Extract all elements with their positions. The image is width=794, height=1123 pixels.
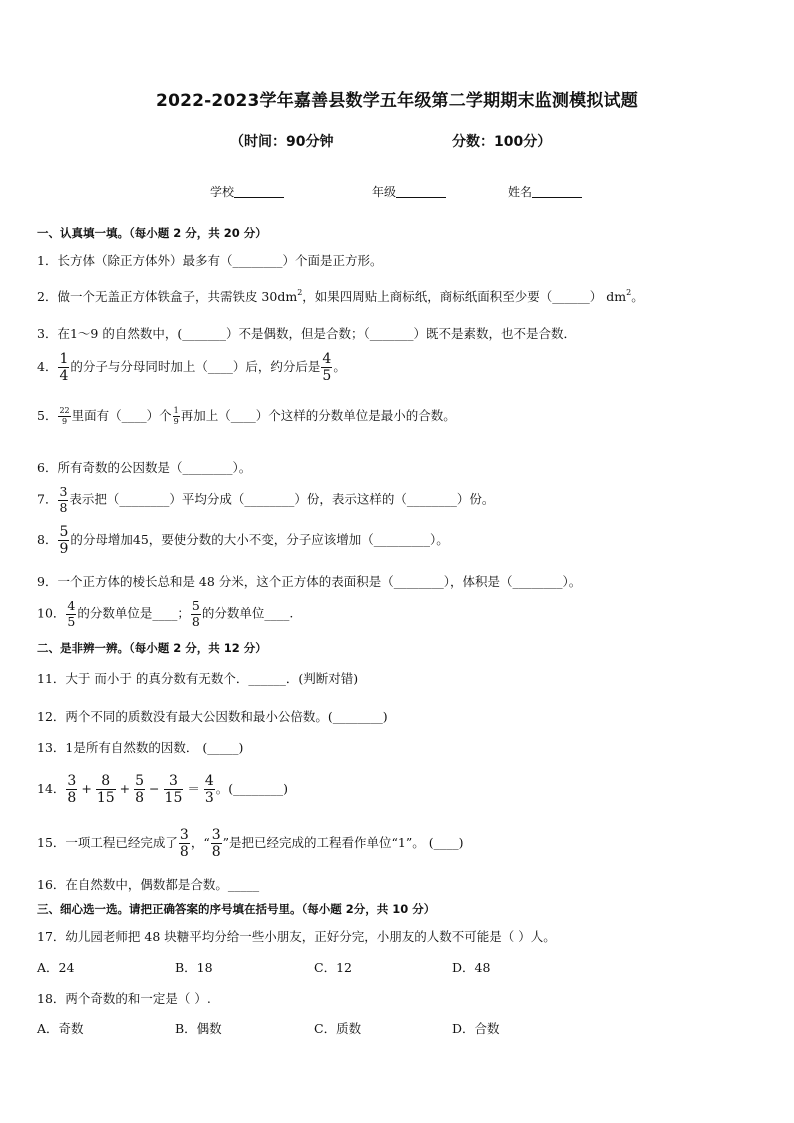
question-4 (37, 352, 346, 383)
q4-fraction-1: $\frac{1}{4}$ (59, 351, 69, 384)
section-3-heading: 三、细心选一选。请把正确答案的序号填在括号里。（每小题 2分，共 10 分） (37, 902, 436, 916)
q10-text-b: 的分数单位____. (201, 605, 294, 621)
question-18: 18．两个奇数的和一定是（ ）. (37, 991, 211, 1006)
q10-fraction-1: $\frac{4}{5}$ (67, 598, 76, 629)
q15-text-a: 15．一项工程已经完成了 (37, 835, 178, 850)
question-16: 16．在自然数中，偶数都是合数。_____ (37, 877, 260, 892)
exam-score: 分数：100分） (452, 134, 552, 150)
q7-fraction: $\frac{3}{8}$ (59, 484, 68, 515)
section-1-heading: 一、认真填一填。（每小题 2 分，共 20 分） (37, 226, 267, 240)
school-field[interactable] (210, 183, 284, 200)
question-11: 11．大于 而小于 的真分数有无数个．______．(判断对错) (37, 671, 359, 686)
q7-text: 表示把（________）平均分成（________）份，表示这样的（________）份。 (69, 491, 495, 507)
q5-text-b: 再加上（____）个这样的分数单位是最小的合数。 (180, 408, 456, 423)
section-2-heading: 二、是非辨一辨。（每小题 2 分，共 12 分） (37, 641, 267, 655)
q8-fraction: $\frac{5}{9}$ (59, 524, 69, 557)
q4-num: 4． (37, 359, 58, 374)
q18-option-b[interactable]: B．偶数 (175, 1021, 222, 1036)
question-12: 12．两个不同的质数没有最大公因数和最小公倍数。(________) (37, 709, 388, 724)
school-label: 学校 (210, 185, 235, 199)
grade-blank[interactable] (396, 186, 446, 198)
q4-text: 的分子与分母同时加上（____）后，约分后是 (70, 359, 321, 374)
q14-fraction-b: $\frac{8}{15}$ (96, 773, 115, 806)
q14-fraction-a: $\frac{3}{8}$ (67, 773, 77, 806)
q10-text-a: 的分数单位是____； (77, 605, 190, 621)
q17-option-a[interactable]: A．24 (37, 960, 75, 975)
question-6: 6．所有奇数的公因数是（________）。 (37, 460, 252, 475)
q4-fraction-2: $\frac{4}{5}$ (322, 351, 332, 384)
page-title: 2022-2023学年嘉善县数学五年级第二学期期末监测模拟试题 (156, 91, 638, 111)
question-13: 13．1是所有自然数的因数． (_____) (37, 740, 244, 755)
q8-num: 8． (37, 532, 58, 547)
q15-text-b: ，“ (190, 835, 210, 850)
q14-fraction-c: $\frac{5}{8}$ (135, 773, 145, 806)
grade-label: 年级 (372, 185, 397, 199)
q5-fraction-1: $\frac{22}{9}$ (59, 406, 70, 426)
school-blank[interactable] (234, 186, 284, 198)
q15-fraction-2: $\frac{3}{8}$ (211, 827, 221, 860)
q18-option-d[interactable]: D．合数 (452, 1021, 500, 1036)
q18-option-a[interactable]: A．奇数 (37, 1021, 84, 1036)
q18-option-c[interactable]: C．质数 (314, 1021, 362, 1036)
q15-fraction-1: $\frac{3}{8}$ (179, 827, 189, 860)
question-2 (37, 287, 644, 305)
question-9: 9．一个正方体的棱长总和是 48 分米，这个正方体的表面积是（________），体积是（________）。 (37, 574, 582, 589)
q14-equals: ＝ (187, 781, 200, 796)
name-field[interactable] (508, 183, 582, 200)
q2-text-b: ，如果四周贴上商标纸，商标纸面积至少要（______） dm (302, 289, 627, 304)
question-10 (37, 600, 293, 628)
q5-text-a: 里面有（____）个 (71, 408, 172, 423)
q15-text-c: ”是把已经完成的工程看作单位“1”。 (____) (222, 835, 464, 850)
exam-time: （时间：90分钟 (230, 134, 334, 150)
question-15 (37, 828, 464, 859)
question-5 (37, 406, 456, 426)
q14-fraction-d: $\frac{3}{15}$ (164, 773, 183, 806)
q2-text-c: 。 (631, 289, 644, 304)
q10-fraction-2: $\frac{5}{8}$ (191, 598, 200, 629)
q4-end: 。 (333, 359, 346, 374)
q14-minus: − (149, 781, 160, 796)
question-3: 3．在1～9 的自然数中，(_______）不是偶数，但是合数；（_______）既不是素数，也不是合数． (37, 326, 576, 341)
q8-text: 的分母增加45，要使分数的大小不变，分子应该增加（_________）。 (70, 532, 449, 547)
question-1: 1．长方体（除正方体外）最多有（________）个面是正方形。 (37, 253, 383, 268)
q14-num: 14． (37, 781, 66, 796)
name-blank[interactable] (532, 186, 582, 198)
q2-text-a: 2．做一个无盖正方体铁盒子，共需铁皮 30dm (37, 289, 298, 304)
q5-num: 5． (37, 408, 58, 423)
question-7 (37, 486, 494, 514)
q17-option-d[interactable]: D．48 (452, 960, 491, 975)
question-8 (37, 525, 449, 556)
name-label: 姓名 (508, 185, 533, 199)
question-14 (37, 774, 288, 805)
q2-sup-1: 2 (297, 288, 303, 297)
q5-fraction-2: $\frac{1}{9}$ (173, 406, 179, 426)
q17-option-c[interactable]: C．12 (314, 960, 352, 975)
q14-end: 。(________) (215, 781, 289, 796)
q14-fraction-e: $\frac{4}{3}$ (204, 773, 214, 806)
q10-num: 10． (37, 605, 66, 621)
grade-field[interactable] (372, 183, 446, 200)
q14-plus-1: + (81, 781, 92, 796)
q2-sup-2: 2 (626, 288, 632, 297)
question-17: 17．幼儿园老师把 48 块糖平均分给一些小朋友，正好分完，小朋友的人数不可能是（ ）人。 (37, 929, 556, 944)
q7-num: 7． (37, 491, 58, 507)
q14-plus-2: + (119, 781, 131, 796)
q17-option-b[interactable]: B．18 (175, 960, 213, 975)
